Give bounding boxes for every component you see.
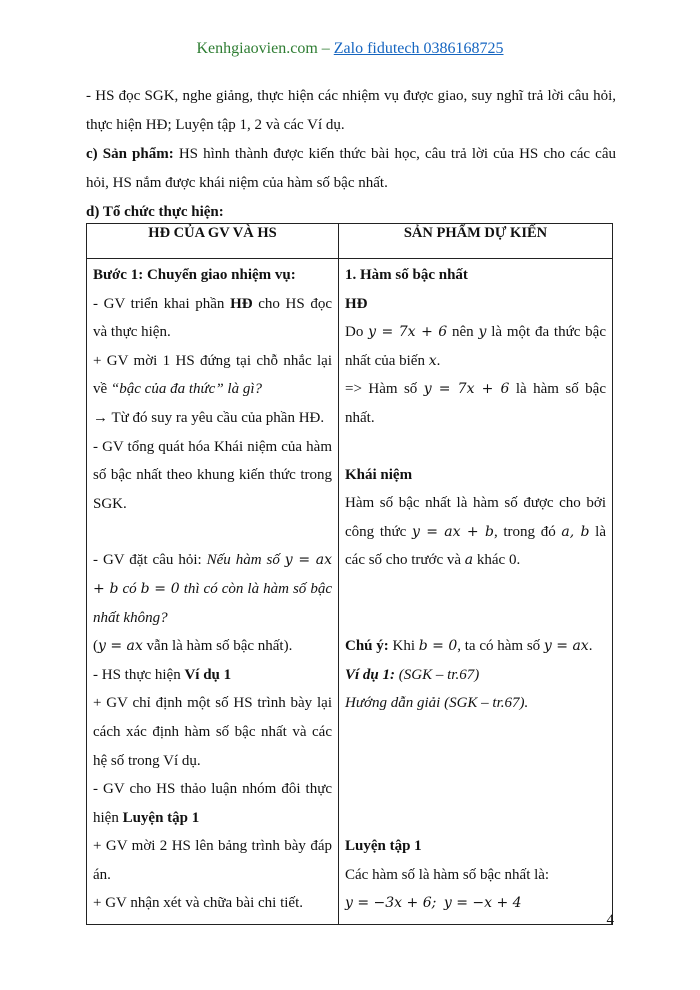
step1-title: Bước 1: Chuyển giao nhiệm vụ: <box>93 267 296 283</box>
header-zalo-link[interactable]: Zalo fidutech 0386168725 <box>333 40 504 57</box>
left-p11: + GV nhận xét và chữa bài chi tiết. <box>93 895 303 912</box>
right-example: Ví dụ 1: (SGK – tr.67) <box>345 666 480 683</box>
right-r3: Hàm số bậc nhất là hàm số được cho bởi công thức y = ax + b, trong đó a, b là các số cho trước và a khác 0. <box>345 495 606 569</box>
right-r1: Do y = 7x + 6 nên y là một đa thức bậc nhất của biến x. <box>345 324 606 369</box>
spacer <box>345 747 606 776</box>
table-header-row <box>87 224 613 259</box>
right-practice-text: Các hàm số là hàm số bậc nhất là: <box>345 866 550 883</box>
left-p8: + GV chỉ định một số HS trình bày lại cách xác định hàm số bậc nhất và các hệ số trong Ví dụ. <box>93 695 332 769</box>
right-practice-title: Luyện tập 1 <box>345 838 422 855</box>
header-teacher-student: HĐ CỦA GV VÀ HS <box>87 224 339 259</box>
right-title: 1. Hàm số bậc nhất <box>345 267 468 283</box>
activity-table <box>86 223 613 925</box>
left-p9: - GV cho HS thảo luận nhóm đôi thực hiện Luyện tập 1 <box>93 781 332 826</box>
left-p3: → Từ đó suy ra yêu cầu của phần HĐ. <box>93 409 325 426</box>
intro-section <box>86 82 616 227</box>
intro-product <box>86 140 616 198</box>
product-label: c) Sản phẩm: <box>86 146 174 162</box>
right-solution-ref: Hướng dẫn giải (SGK – tr.67). <box>345 695 529 712</box>
spacer <box>345 775 606 804</box>
spacer <box>345 604 606 633</box>
intro-line: - HS đọc SGK, nghe giảng, thực hiện các nhiệm vụ được giao, suy nghĩ trả lời câu hỏi, thực hiện HĐ; Luyện tập 1, 2 và các Ví dụ. <box>86 88 616 133</box>
left-p2: + GV mời 1 HS đứng tại chỗ nhắc lại về “bậc của đa thức” là gì? <box>93 352 332 398</box>
page-header <box>0 40 700 58</box>
header-site[interactable]: Kenhgiaovien.com <box>196 40 318 57</box>
right-r2: => Hàm số y = 7x + 6 là hàm số bậc nhất. <box>345 381 606 426</box>
right-hd: HĐ <box>345 295 368 312</box>
header-separator: – <box>317 40 334 57</box>
header-expected-product: SẢN PHẨM DỰ KIẾN <box>339 224 613 259</box>
right-concept-title: Khái niệm <box>345 466 413 483</box>
left-p7: - HS thực hiện Ví dụ 1 <box>93 666 232 683</box>
left-cell <box>87 259 339 925</box>
right-note: Chú ý: Khi b = 0, ta có hàm số y = ax. <box>345 638 593 655</box>
page-number: 4 <box>606 912 614 928</box>
left-p10: + GV mời 2 HS lên bảng trình bày đáp án. <box>93 838 332 883</box>
table-row <box>87 259 613 925</box>
left-p5: - GV đặt câu hỏi: Nếu hàm số y = ax + b có b = 0 thì có còn là hàm số bậc nhất không? <box>93 552 332 626</box>
right-practice-answer: y = −3x + 6; y = −x + 4 <box>345 895 522 912</box>
organize-label: d) Tổ chức thực hiện: <box>86 204 224 220</box>
left-p4: - GV tổng quát hóa Khái niệm của hàm số bậc nhất theo khung kiến thức trong SGK. <box>93 438 332 512</box>
spacer <box>345 804 606 833</box>
spacer <box>345 575 606 604</box>
right-cell <box>339 259 613 925</box>
product-text: HS hình thành được kiến thức bài học, câu trả lời của HS cho các câu hỏi, HS nắm được khái niệm của hàm số bậc nhất. <box>86 146 617 191</box>
left-p6: (y = ax vẫn là hàm số bậc nhất). <box>93 638 293 655</box>
left-p1: - GV triển khai phần HĐ cho HS đọc và thực hiện. <box>93 295 332 341</box>
spacer <box>345 718 606 747</box>
